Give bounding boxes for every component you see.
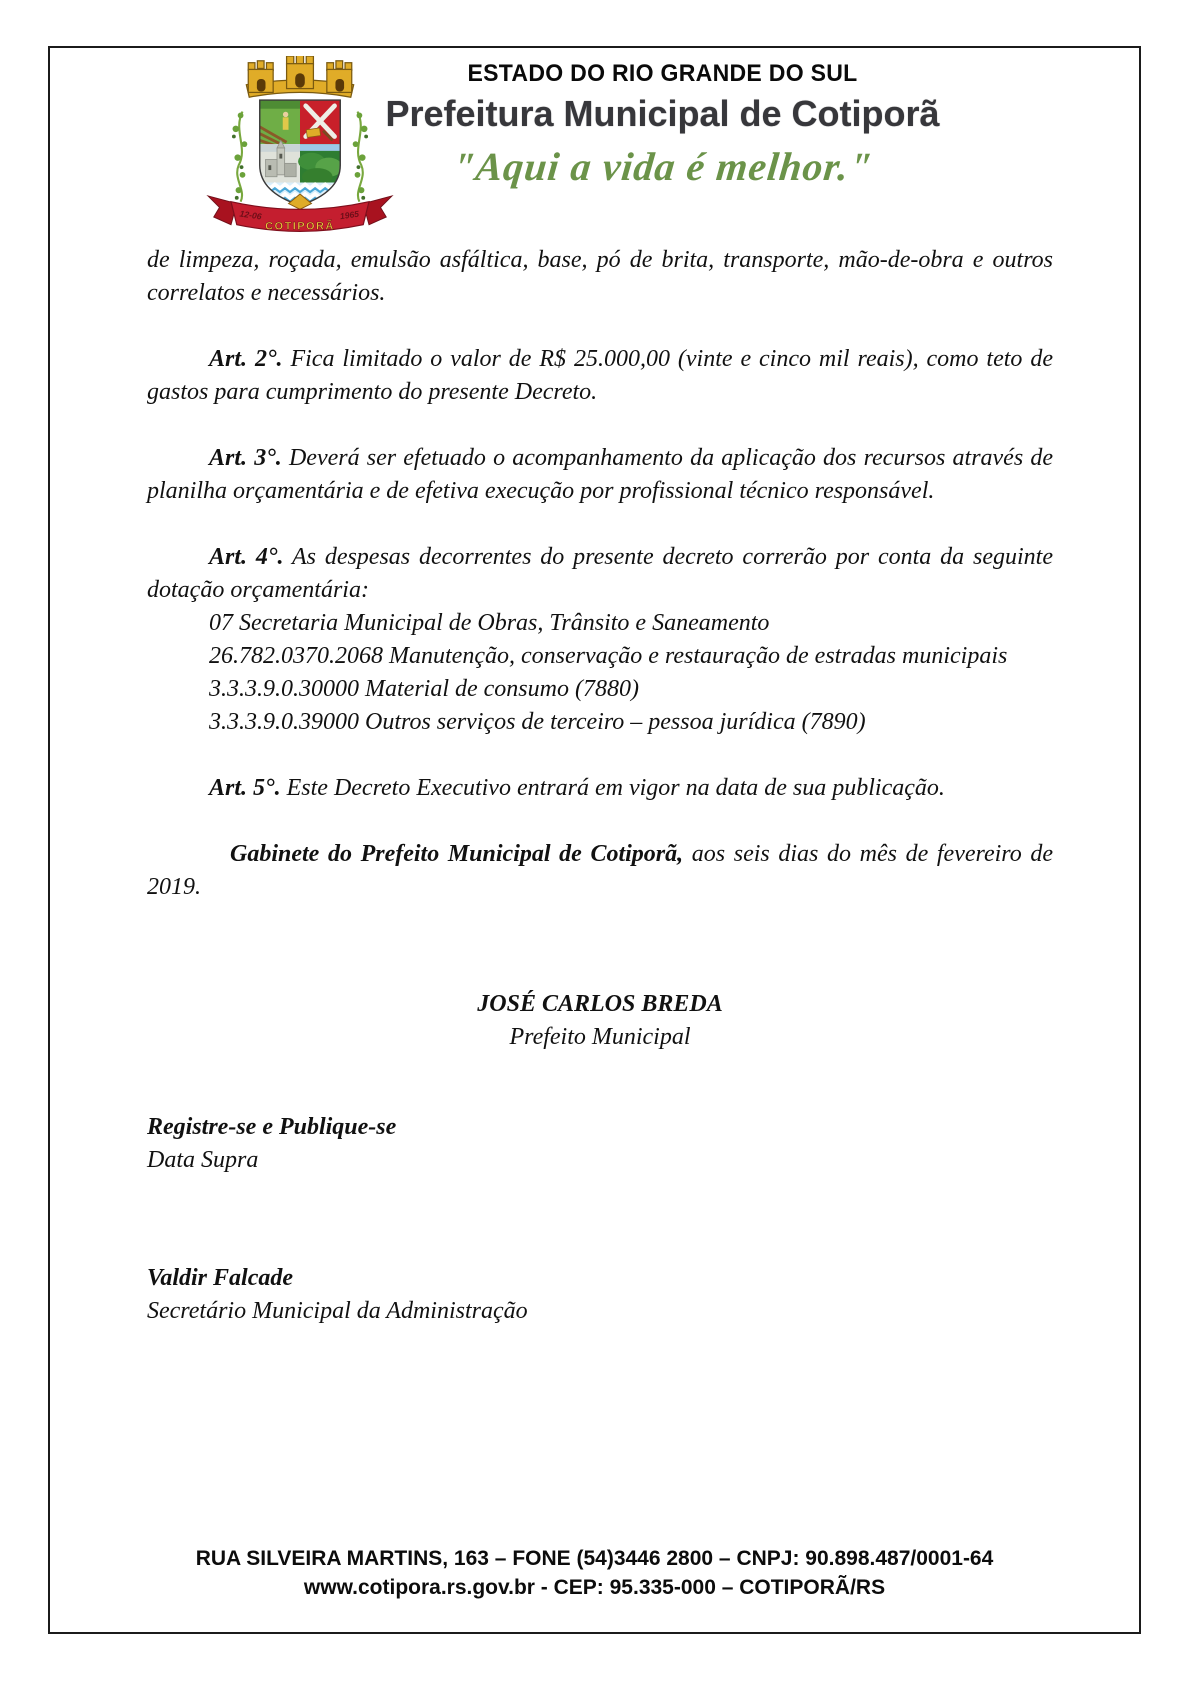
article-4 [147, 541, 1053, 607]
register-block [147, 1111, 1053, 1177]
mural-crown-icon [246, 56, 353, 97]
article-3 [147, 442, 1053, 508]
ribbon-text-left: 12-06 [238, 208, 263, 222]
article-2-text: Fica limitado o valor de R$ 25.000,00 (vinte e cinco mil reais), como teto de gastos para cumprimento do presente Decreto. [147, 346, 1053, 405]
article-3-text: Deverá ser efetuado o acompanhamento da aplicação dos recursos através de planilha orçamentária e de efetiva execução por profissional técnico responsável. [147, 445, 1053, 504]
decree-text [147, 244, 1053, 1328]
letterhead [380, 60, 945, 190]
date-supra-line: Data Supra [147, 1147, 259, 1173]
article-3-label: Art. 3°. [209, 445, 282, 471]
motto: "Aqui a vida é melhor." [450, 144, 875, 189]
secretary-role: Secretário Municipal da Administração [147, 1298, 528, 1324]
article-2-label: Art. 2°. [209, 346, 283, 372]
coat-of-arms [200, 56, 400, 240]
state-name: ESTADO DO RIO GRANDE DO SUL [467, 60, 858, 87]
footer-web-line: www.cotipora.rs.gov.br - CEP: 95.335-000 – COTIPORÃ/RS [303, 1576, 886, 1599]
article-2 [147, 343, 1053, 409]
closing-clause-text: aos seis dias do mês de fevereiro de 2019. [147, 841, 1053, 900]
article-5-text: Este Decreto Executivo entrará em vigor na data de sua publicação. [280, 775, 945, 801]
mayor-name: JOSÉ CARLOS BREDA [477, 991, 723, 1017]
municipality-name: Prefeitura Municipal de Cotiporã [385, 93, 940, 134]
register-line: Registre-se e Publique-se [147, 1114, 397, 1140]
article-4-text: As despesas decorrentes do presente decreto correrão por conta da seguinte dotação orçamentária: [147, 544, 1053, 603]
footer-address-line: RUA SILVEIRA MARTINS, 163 – FONE (54)3446 2800 – CNPJ: 90.898.487/0001-64 [195, 1547, 994, 1570]
ribbon-text-right: 1965 [339, 208, 360, 222]
mayor-signature-block [147, 988, 1053, 1054]
budget-line: 26.782.0370.2068 Manutenção, conservação e restauração de estradas municipais [209, 643, 1008, 669]
closing-clause [147, 838, 1053, 904]
brick-icon [306, 128, 320, 137]
secretary-name: Valdir Falcade [147, 1265, 294, 1291]
letterhead-footer [50, 1544, 1139, 1602]
article-5 [147, 772, 1053, 805]
closing-clause-label: Gabinete do Prefeito Municipal de Cotiporã, [230, 841, 684, 867]
budget-line: 07 Secretaria Municipal de Obras, Trânsito e Saneamento [209, 610, 770, 636]
budget-line: 3.3.3.9.0.30000 Material de consumo (7880) [209, 676, 639, 702]
farmer-figure [283, 117, 289, 129]
paragraph-continuation: de limpeza, roçada, emulsão asfáltica, base, pó de brita, transporte, mão-de-obra e outros correlatos e necessários. [147, 247, 1053, 306]
ribbon-text-center: COTIPORÃ [265, 220, 335, 233]
secretary-signature-block [147, 1262, 1053, 1328]
article-4-label: Art. 4°. [209, 544, 284, 570]
page-border-frame [48, 46, 1141, 1634]
budget-line: 3.3.3.9.0.39000 Outros serviços de terceiro – pessoa jurídica (7890) [209, 709, 866, 735]
mayor-role: Prefeito Municipal [509, 1024, 691, 1050]
article-5-label: Art. 5°. [209, 775, 281, 801]
